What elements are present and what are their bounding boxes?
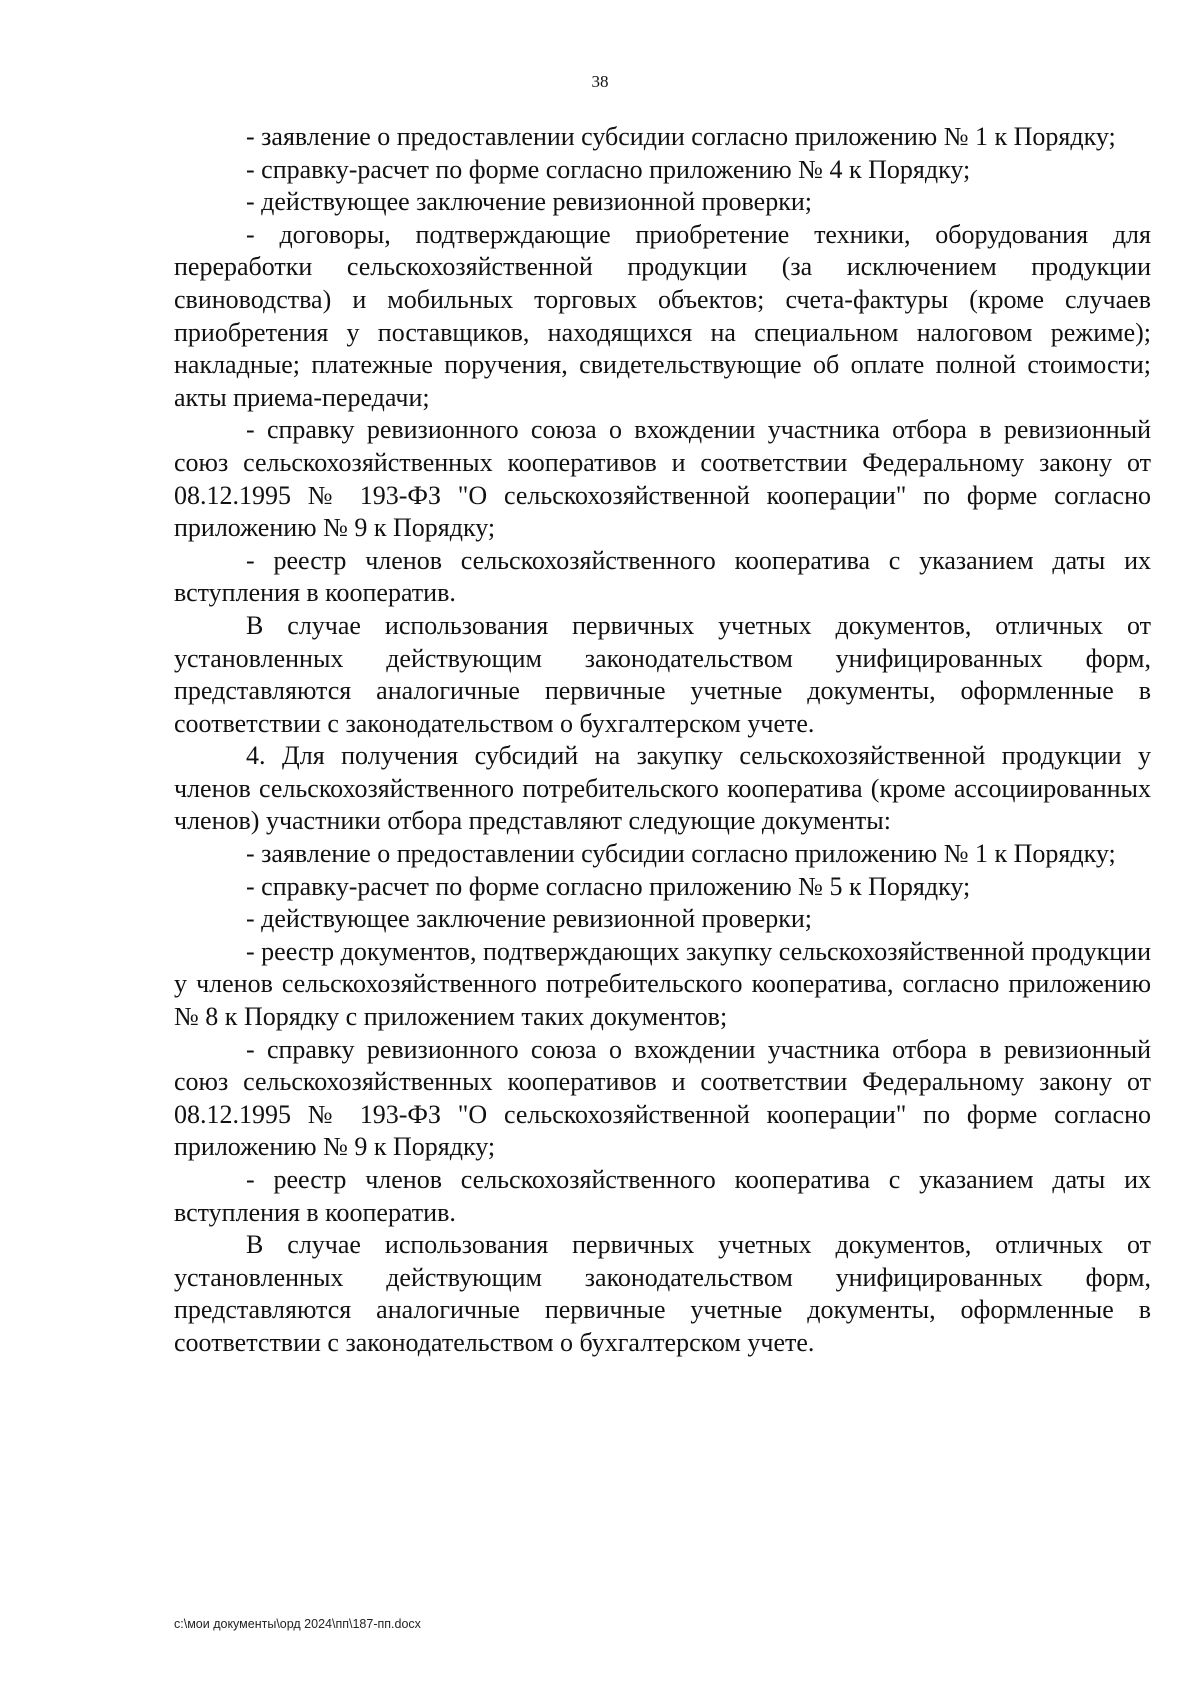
document-body [174, 121, 1151, 1360]
paragraph: - справку-расчет по форме согласно приложению № 5 к Порядку; [246, 871, 971, 901]
paragraph: - действующее заключение ревизионной проверки; [246, 187, 812, 217]
paragraph: - реестр членов сельскохозяйственного кооператива с указанием даты их вступления в кооператив. [174, 1165, 1151, 1227]
paragraph: - договоры, подтверждающие приобретение техники, оборудования для переработки сельскохозяйственной продукции (за исключением продукции свиноводства) и мобильных торговых объектов; счета-фактуры (кроме случаев приобретения у поставщиков, находящихся на специальном налоговом режиме); накладные; платежные поручения, свидетельствующие об оплате полной стоимости; акты приема-передачи; [174, 219, 1151, 412]
paragraph: - реестр документов, подтверждающих закупку сельскохозяйственной продукции у членов сельскохозяйственного потребительского кооператива, согласно приложению № 8 к Порядку с приложением таких документов; [174, 936, 1151, 1032]
paragraph: В случае использования первичных учетных документов, отличных от установленных действующим законодательством унифицированных форм, представляются аналогичные первичные учетные документы, оформленные в соответствии с законодательством о бухгалтерском учете. [174, 1230, 1151, 1357]
paragraph: - справку-расчет по форме согласно приложению № 4 к Порядку; [246, 154, 971, 184]
paragraph: - реестр членов сельскохозяйственного кооператива с указанием даты их вступления в кооператив. [174, 545, 1151, 608]
paragraph: - действующее заключение ревизионной проверки; [246, 904, 812, 934]
page-number: 38 [591, 72, 609, 91]
footer-file-path: c:\мои документы\орд 2024\пп\187-пп.docx [174, 1617, 421, 1631]
paragraph: В случае использования первичных учетных документов, отличных от установленных действующим законодательством унифицированных форм, представляются аналогичные первичные учетные документы, оформленные в соответствии с законодательством о бухгалтерском учете. [174, 610, 1151, 738]
paragraph: - заявление о предоставлении субсидии согласно приложению № 1 к Порядку; [246, 839, 1116, 869]
paragraph: - справку ревизионного союза о вхождении участника отбора в ревизионный союз сельскохозяйственных кооперативов и соответствии Федеральному закону от 08.12.1995 № 193-ФЗ "О сельскохозяйственной кооперации" по форме согласно приложению № 9 к Порядку; [174, 415, 1151, 543]
paragraph: - справку ревизионного союза о вхождении участника отбора в ревизионный союз сельскохозяйственных кооперативов и соответствии Федеральному закону от 08.12.1995 № 193-ФЗ "О сельскохозяйственной кооперации" по форме согласно приложению № 9 к Порядку; [174, 1034, 1151, 1162]
paragraph: 4. Для получения субсидий на закупку сельскохозяйственной продукции у членов сельскохозяйственного потребительского кооператива (кроме ассоциированных членов) участники отбора представляют следующие документы: [174, 741, 1151, 836]
paragraph: - заявление о предоставлении субсидии согласно приложению № 1 к Порядку; [246, 122, 1116, 151]
